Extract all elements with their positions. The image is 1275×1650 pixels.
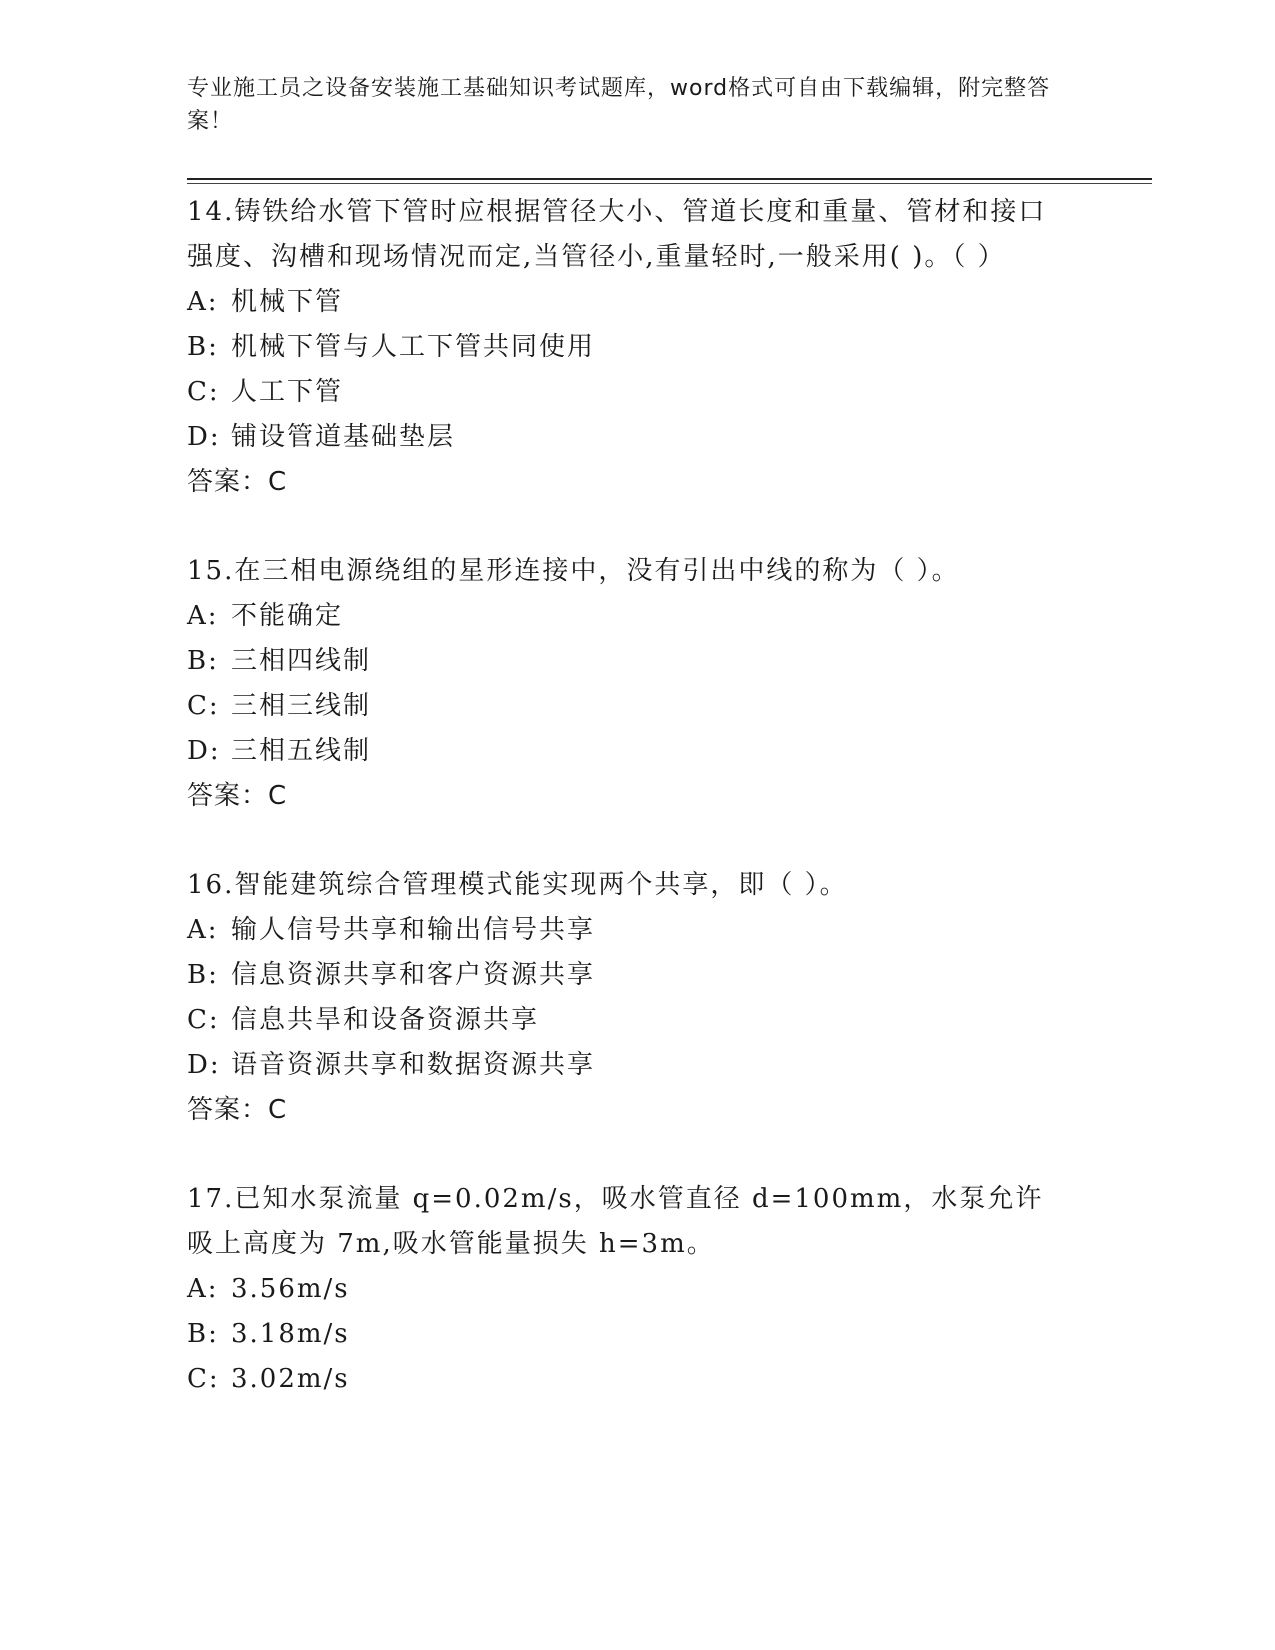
option-a xyxy=(187,594,1067,639)
option-c xyxy=(187,998,1067,1043)
option-d xyxy=(187,1043,1067,1088)
option-text: 三相五线制 xyxy=(231,736,372,766)
option-a xyxy=(187,280,1067,325)
option-key: C: xyxy=(187,1005,220,1035)
option-text: 不能确定 xyxy=(231,601,344,631)
option-d xyxy=(187,729,1067,774)
option-a xyxy=(187,1267,1067,1312)
option-b xyxy=(187,953,1067,998)
option-key: B: xyxy=(187,1319,219,1349)
answer-line: 答案：C xyxy=(187,781,288,811)
option-text: 信息共旱和设备资源共享 xyxy=(231,1005,540,1035)
question-16 xyxy=(187,863,1067,1133)
option-text: 语音资源共享和数据资源共享 xyxy=(231,1050,596,1080)
question-15 xyxy=(187,549,1067,819)
option-key: D: xyxy=(187,422,221,452)
question-stem: 15.在三相电源绕组的星形连接中，没有引出中线的称为（ ）。 xyxy=(187,556,960,586)
question-stem: 17.已知水泵流量 q=0.02m/s，吸水管直径 d=100mm，水泵允许吸上高度为 7m,吸水管能量损失 h=3m。 xyxy=(187,1184,1044,1259)
option-text: 三相四线制 xyxy=(231,646,372,676)
option-key: A: xyxy=(187,1274,219,1304)
header-divider-thin xyxy=(187,183,1152,184)
option-c xyxy=(187,1357,1067,1402)
option-c xyxy=(187,684,1067,729)
document-header: 专业施工员之设备安装施工基础知识考试题库，word格式可自由下载编辑，附完整答案！ xyxy=(187,76,1051,134)
option-text: 输人信号共享和输出信号共享 xyxy=(231,915,596,945)
question-stem: 16.智能建筑综合管理模式能实现两个共享，即（ ）。 xyxy=(187,870,848,900)
option-text: 机械下管与人工下管共同使用 xyxy=(231,332,596,362)
answer-line: 答案：C xyxy=(187,467,288,497)
option-text: 铺设管道基础垫层 xyxy=(231,422,456,452)
option-text: 3.02m/s xyxy=(231,1364,350,1394)
header-divider xyxy=(187,178,1152,180)
option-c xyxy=(187,370,1067,415)
option-key: A: xyxy=(187,601,219,631)
option-text: 机械下管 xyxy=(231,287,344,317)
option-text: 人工下管 xyxy=(231,377,344,407)
question-14 xyxy=(187,190,1067,505)
option-key: B: xyxy=(187,332,219,362)
option-b xyxy=(187,325,1067,370)
option-key: D: xyxy=(187,736,221,766)
option-key: A: xyxy=(187,915,219,945)
option-a xyxy=(187,908,1067,953)
option-b xyxy=(187,1312,1067,1357)
question-stem: 14.铸铁给水管下管时应根据管径大小、管道长度和重量、管材和接口强度、沟槽和现场情况而定,当管径小,重量轻时,一般采用( )。（ ） xyxy=(187,197,1047,272)
option-text: 3.56m/s xyxy=(231,1274,350,1304)
option-key: C: xyxy=(187,691,220,721)
option-key: B: xyxy=(187,960,219,990)
option-b xyxy=(187,639,1067,684)
option-text: 三相三线制 xyxy=(231,691,372,721)
option-d xyxy=(187,415,1067,460)
option-text: 3.18m/s xyxy=(231,1319,350,1349)
option-key: A: xyxy=(187,287,219,317)
answer-line: 答案：C xyxy=(187,1095,288,1125)
option-key: B: xyxy=(187,646,219,676)
option-key: C: xyxy=(187,377,220,407)
option-text: 信息资源共享和客户资源共享 xyxy=(231,960,596,990)
option-key: C: xyxy=(187,1364,220,1394)
option-key: D: xyxy=(187,1050,221,1080)
question-list xyxy=(187,190,1067,1446)
question-17 xyxy=(187,1177,1067,1402)
